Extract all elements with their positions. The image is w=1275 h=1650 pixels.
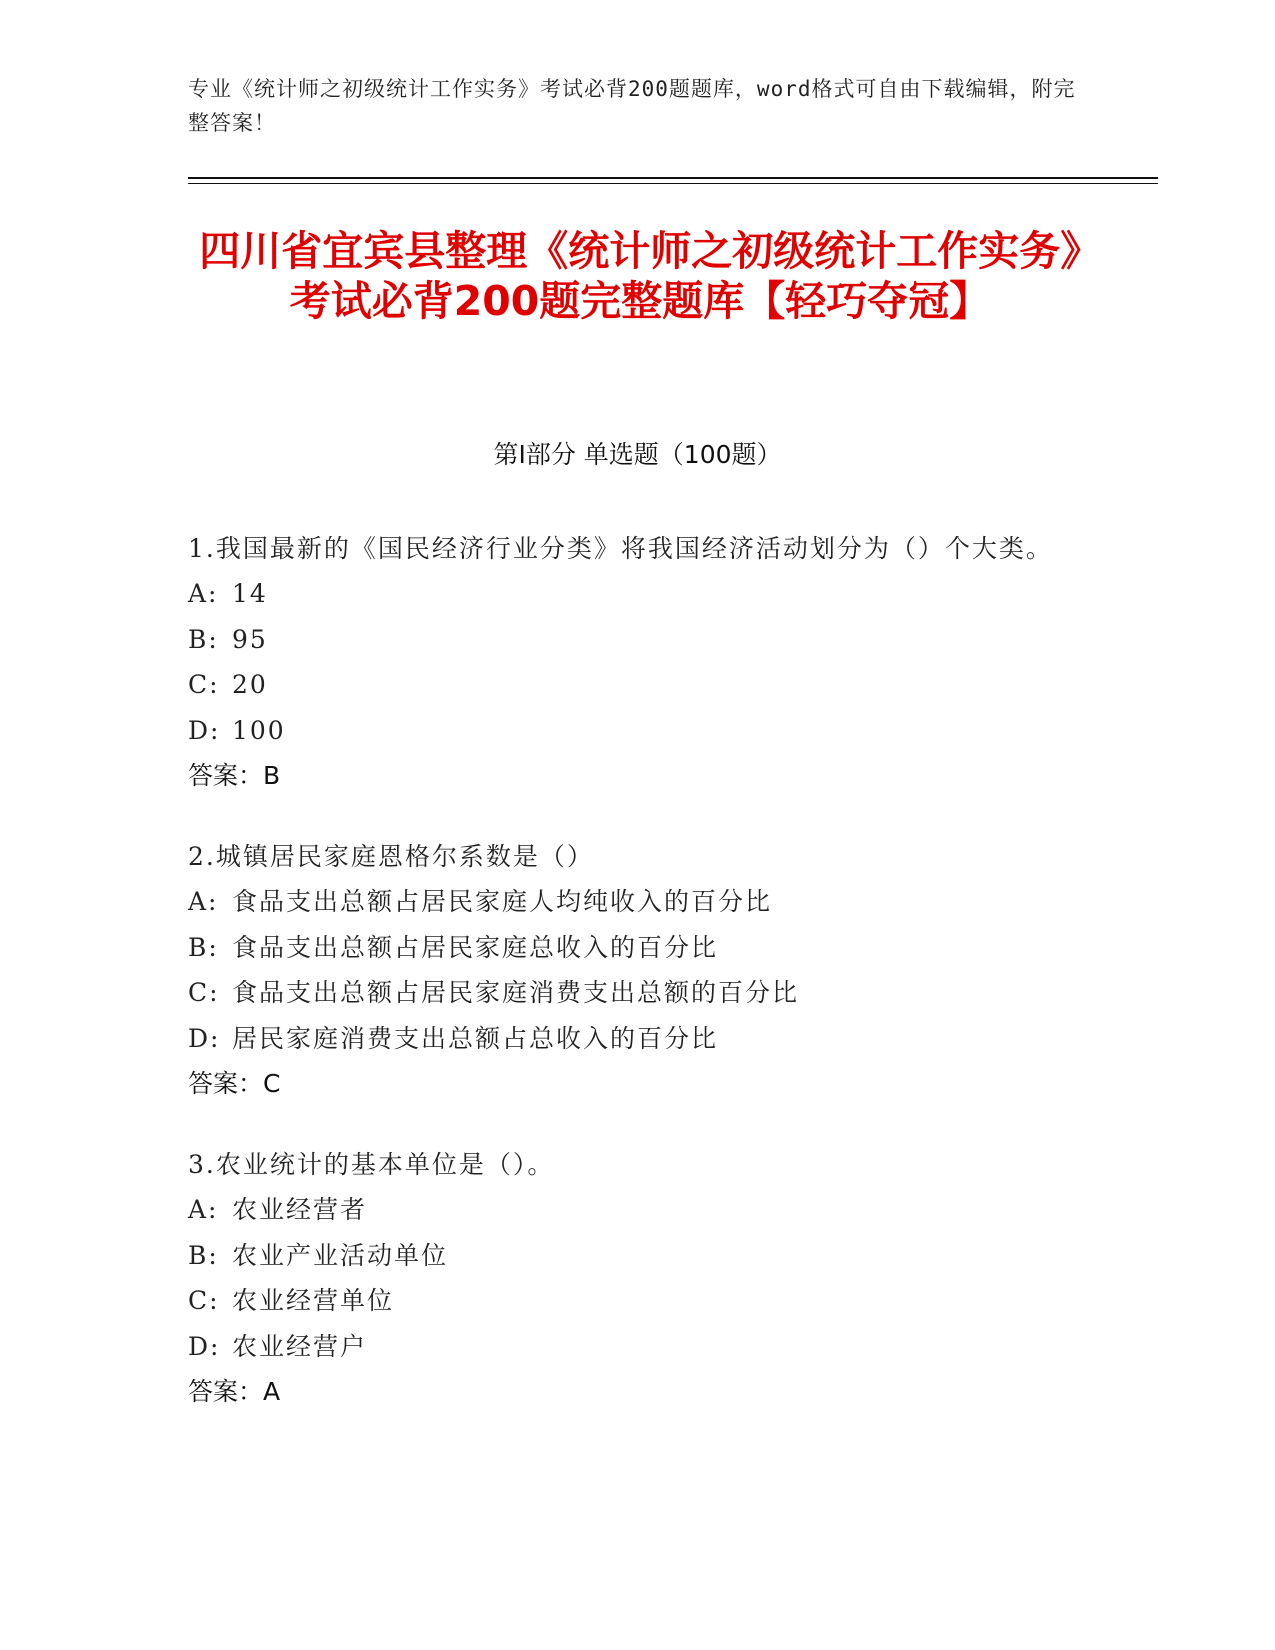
option-a <box>188 879 1068 925</box>
option-b <box>188 617 1068 663</box>
option-text: 食品支出总额占居民家庭消费支出总额的百分比 <box>232 978 800 1007</box>
option-text: 食品支出总额占居民家庭总收入的百分比 <box>232 932 719 962</box>
option-c <box>188 662 1068 708</box>
option-key: B: <box>188 932 219 962</box>
option-text: 农业产业活动单位 <box>232 1240 449 1270</box>
option-key: C: <box>188 978 220 1007</box>
option-d <box>188 1016 1068 1062</box>
option-key: A: <box>188 1195 219 1224</box>
option-key: B: <box>188 624 219 654</box>
option-d <box>188 1324 1068 1370</box>
question-stem: 3.农业统计的基本单位是（）。 <box>188 1150 555 1179</box>
header-divider-thin <box>188 183 1158 184</box>
option-key: D: <box>188 1023 221 1053</box>
option-text: 100 <box>232 715 286 745</box>
option-b <box>188 1233 1068 1279</box>
question-item <box>188 1142 1068 1415</box>
option-text: 农业经营单位 <box>232 1286 395 1315</box>
option-c <box>188 970 1068 1016</box>
answer-line: 答案：A <box>188 1377 281 1406</box>
document-title: 四川省宜宾县整理《统计师之初级统计工作实务》考试必背200题完整题库【轻巧夺冠】 <box>199 227 1081 325</box>
option-key: A: <box>188 579 219 608</box>
option-key: C: <box>188 670 220 699</box>
option-key: B: <box>188 1240 219 1270</box>
option-a <box>188 571 1068 617</box>
option-c <box>188 1278 1068 1324</box>
option-key: A: <box>188 887 219 916</box>
header-divider-thick <box>188 177 1158 179</box>
option-key: D: <box>188 1331 221 1361</box>
option-text: 居民家庭消费支出总额占总收入的百分比 <box>232 1023 719 1053</box>
answer-line: 答案：B <box>188 761 281 790</box>
option-d <box>188 708 1068 754</box>
question-stem: 1.我国最新的《国民经济行业分类》将我国经济活动划分为（）个大类。 <box>188 534 1053 563</box>
option-a <box>188 1187 1068 1233</box>
option-text: 20 <box>232 670 268 699</box>
option-text: 95 <box>232 624 268 654</box>
section-heading: 第I部分 单选题（100题） <box>493 440 782 469</box>
header-note: 专业《统计师之初级统计工作实务》考试必背200题题库，word格式可自由下载编辑，附完整答案！ <box>188 77 1076 135</box>
answer-line: 答案：C <box>188 1069 281 1098</box>
option-b <box>188 925 1068 971</box>
option-text: 食品支出总额占居民家庭人均纯收入的百分比 <box>232 887 773 916</box>
question-item <box>188 526 1068 799</box>
option-text: 14 <box>232 579 268 608</box>
question-stem: 2.城镇居民家庭恩格尔系数是（） <box>188 842 594 871</box>
question-list <box>188 526 1068 1450</box>
option-text: 农业经营者 <box>232 1195 368 1224</box>
question-item <box>188 834 1068 1107</box>
option-key: C: <box>188 1286 220 1315</box>
option-text: 农业经营户 <box>232 1331 368 1361</box>
option-key: D: <box>188 715 221 745</box>
